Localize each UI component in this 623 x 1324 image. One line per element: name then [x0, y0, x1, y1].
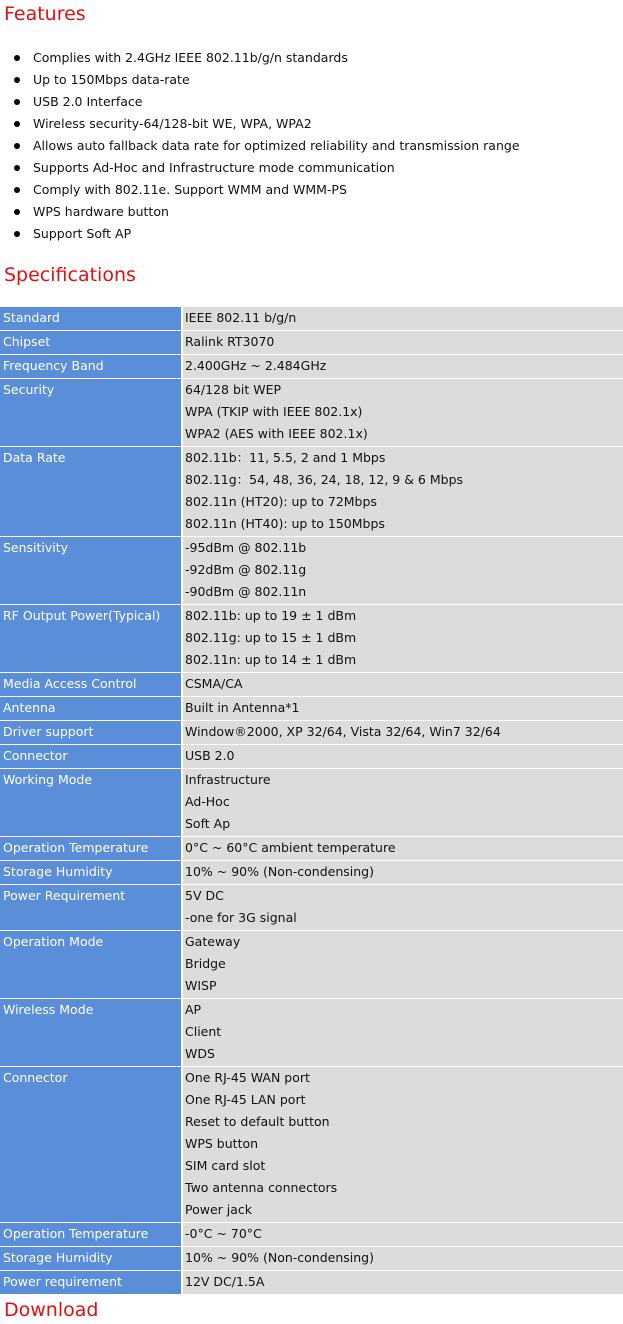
feature-text: Support Soft AP: [33, 226, 132, 241]
spec-value: Reset to default button: [185, 1114, 330, 1129]
feature-text: Comply with 802.11e. Support WMM and WMM-PS: [33, 182, 347, 197]
spec-label: Standard: [0, 307, 183, 331]
spec-value: Client: [185, 1024, 222, 1039]
spec-row: [0, 769, 623, 837]
spec-label: Sensitivity: [0, 537, 183, 605]
spec-label: RF Output Power(Typical): [0, 605, 183, 673]
spec-value: One RJ-45 WAN port: [185, 1070, 310, 1085]
spec-value-cell: [183, 931, 623, 999]
spec-value-cell: [183, 331, 623, 355]
bullet-icon: [14, 77, 20, 83]
spec-value-cell: [183, 1247, 623, 1271]
spec-value: WPA (TKIP with IEEE 802.1x): [185, 404, 363, 419]
spec-value: 802.11n (HT20): up to 72Mbps: [185, 494, 377, 509]
spec-value-cell: [183, 605, 623, 673]
spec-row: [0, 355, 623, 379]
spec-label: Wireless Mode: [0, 999, 183, 1067]
feature-text: WPS hardware button: [33, 204, 169, 219]
specifications-table: [0, 307, 623, 1295]
spec-value: Built in Antenna*1: [185, 700, 300, 715]
spec-value: -95dBm @ 802.11b: [185, 540, 307, 555]
spec-row: [0, 537, 623, 605]
spec-value: Two antenna connectors: [185, 1180, 338, 1195]
spec-value-cell: [183, 307, 623, 331]
spec-value: CSMA/CA: [185, 676, 243, 691]
spec-value: Infrastructure: [185, 772, 271, 787]
spec-value: WISP: [185, 978, 217, 993]
spec-value-cell: [183, 1067, 623, 1223]
spec-value-cell: [183, 355, 623, 379]
spec-row: [0, 861, 623, 885]
feature-item: [0, 157, 623, 179]
spec-value: WPS button: [185, 1136, 259, 1151]
spec-row: [0, 1247, 623, 1271]
spec-value: -90dBm @ 802.11n: [185, 584, 307, 599]
download-heading[interactable]: Download: [4, 1299, 99, 1321]
spec-label: Frequency Band: [0, 355, 183, 379]
feature-list: [0, 47, 623, 245]
spec-value: Soft Ap: [185, 816, 231, 831]
spec-value: 10% ~ 90% (Non-condensing): [185, 1250, 374, 1265]
spec-value: 64/128 bit WEP: [185, 382, 282, 397]
feature-text: Up to 150Mbps data-rate: [33, 72, 190, 87]
spec-value: IEEE 802.11 b/g/n: [185, 310, 297, 325]
spec-label: Operation Temperature: [0, 1223, 183, 1247]
feature-text: Supports Ad-Hoc and Infrastructure mode communication: [33, 160, 395, 175]
spec-label: Chipset: [0, 331, 183, 355]
spec-value: -one for 3G signal: [185, 910, 297, 925]
feature-item: [0, 223, 623, 245]
feature-item: [0, 113, 623, 135]
spec-value: WDS: [185, 1046, 215, 1061]
spec-value-cell: [183, 861, 623, 885]
spec-value: 5V DC: [185, 888, 224, 903]
spec-label: Storage Humidity: [0, 1247, 183, 1271]
spec-label: Operation Mode: [0, 931, 183, 999]
spec-value: 802.11n (HT40): up to 150Mbps: [185, 516, 385, 531]
spec-row: [0, 307, 623, 331]
spec-label: Data Rate: [0, 447, 183, 537]
spec-row: [0, 673, 623, 697]
feature-item: [0, 69, 623, 91]
features-heading: Features: [4, 3, 86, 25]
spec-value: SIM card slot: [185, 1158, 266, 1173]
spec-value: 802.11g：54, 48, 36, 24, 18, 12, 9 & 6 Mbps: [185, 472, 464, 487]
spec-value-cell: [183, 379, 623, 447]
spec-value: One RJ-45 LAN port: [185, 1092, 306, 1107]
spec-value: 10% ~ 90% (Non-condensing): [185, 864, 374, 879]
feature-text: Complies with 2.4GHz IEEE 802.11b/g/n standards: [33, 50, 348, 65]
spec-value-cell: [183, 447, 623, 537]
spec-row: [0, 605, 623, 673]
spec-row: [0, 721, 623, 745]
bullet-icon: [14, 121, 20, 127]
spec-label: Power requirement: [0, 1271, 183, 1295]
spec-value: Power jack: [185, 1202, 253, 1217]
spec-row: [0, 931, 623, 999]
spec-row: [0, 1067, 623, 1223]
bullet-icon: [14, 55, 20, 61]
spec-label: Driver support: [0, 721, 183, 745]
spec-value: Gateway: [185, 934, 241, 949]
feature-text: Allows auto fallback data rate for optimized reliability and transmission range: [33, 138, 520, 153]
spec-value: 802.11g: up to 15 ± 1 dBm: [185, 630, 357, 645]
spec-row: [0, 697, 623, 721]
spec-row: [0, 331, 623, 355]
feature-text: USB 2.0 Interface: [33, 94, 143, 109]
spec-label: Power Requirement: [0, 885, 183, 931]
bullet-icon: [14, 209, 20, 215]
spec-value: 2.400GHz ~ 2.484GHz: [185, 358, 327, 373]
spec-value: Window®2000, XP 32/64, Vista 32/64, Win7 32/64: [185, 724, 501, 739]
spec-value: USB 2.0: [185, 748, 235, 763]
spec-value-cell: [183, 1223, 623, 1247]
spec-value: 802.11b：11, 5.5, 2 and 1 Mbps: [185, 450, 386, 465]
spec-row: [0, 379, 623, 447]
spec-value: Ralink RT3070: [185, 334, 275, 349]
spec-value: -92dBm @ 802.11g: [185, 562, 307, 577]
spec-value-cell: [183, 885, 623, 931]
spec-value-cell: [183, 837, 623, 861]
spec-label: Antenna: [0, 697, 183, 721]
spec-value-cell: [183, 721, 623, 745]
spec-value: WPA2 (AES with IEEE 802.1x): [185, 426, 368, 441]
spec-value-cell: [183, 1271, 623, 1295]
spec-row: [0, 745, 623, 769]
spec-value: Bridge: [185, 956, 226, 971]
spec-value-cell: [183, 999, 623, 1067]
spec-value-cell: [183, 537, 623, 605]
spec-value-cell: [183, 673, 623, 697]
spec-value: -0°C ~ 70°C: [185, 1226, 262, 1241]
spec-row: [0, 837, 623, 861]
bullet-icon: [14, 187, 20, 193]
spec-label: Operation Temperature: [0, 837, 183, 861]
spec-row: [0, 447, 623, 537]
spec-label: Connector: [0, 745, 183, 769]
spec-value-cell: [183, 745, 623, 769]
spec-value: 802.11n: up to 14 ± 1 dBm: [185, 652, 357, 667]
spec-row: [0, 1271, 623, 1295]
spec-value: 12V DC/1.5A: [185, 1274, 265, 1289]
specifications-heading: Specifications: [4, 264, 136, 286]
spec-label: Security: [0, 379, 183, 447]
feature-item: [0, 91, 623, 113]
spec-row: [0, 1223, 623, 1247]
feature-text: Wireless security-64/128-bit WE, WPA, WPA2: [33, 116, 312, 131]
feature-item: [0, 47, 623, 69]
feature-item: [0, 201, 623, 223]
bullet-icon: [14, 99, 20, 105]
spec-value: Ad-Hoc: [185, 794, 230, 809]
spec-value-cell: [183, 769, 623, 837]
spec-label: Connector: [0, 1067, 183, 1223]
spec-value: AP: [185, 1002, 202, 1017]
spec-row: [0, 885, 623, 931]
spec-value: 0°C ~ 60°C ambient temperature: [185, 840, 396, 855]
bullet-icon: [14, 165, 20, 171]
bullet-icon: [14, 143, 20, 149]
feature-item: [0, 179, 623, 201]
spec-label: Media Access Control: [0, 673, 183, 697]
spec-row: [0, 999, 623, 1067]
spec-value-cell: [183, 697, 623, 721]
spec-label: Working Mode: [0, 769, 183, 837]
bullet-icon: [14, 231, 20, 237]
feature-item: [0, 135, 623, 157]
spec-label: Storage Humidity: [0, 861, 183, 885]
spec-value: 802.11b: up to 19 ± 1 dBm: [185, 608, 357, 623]
